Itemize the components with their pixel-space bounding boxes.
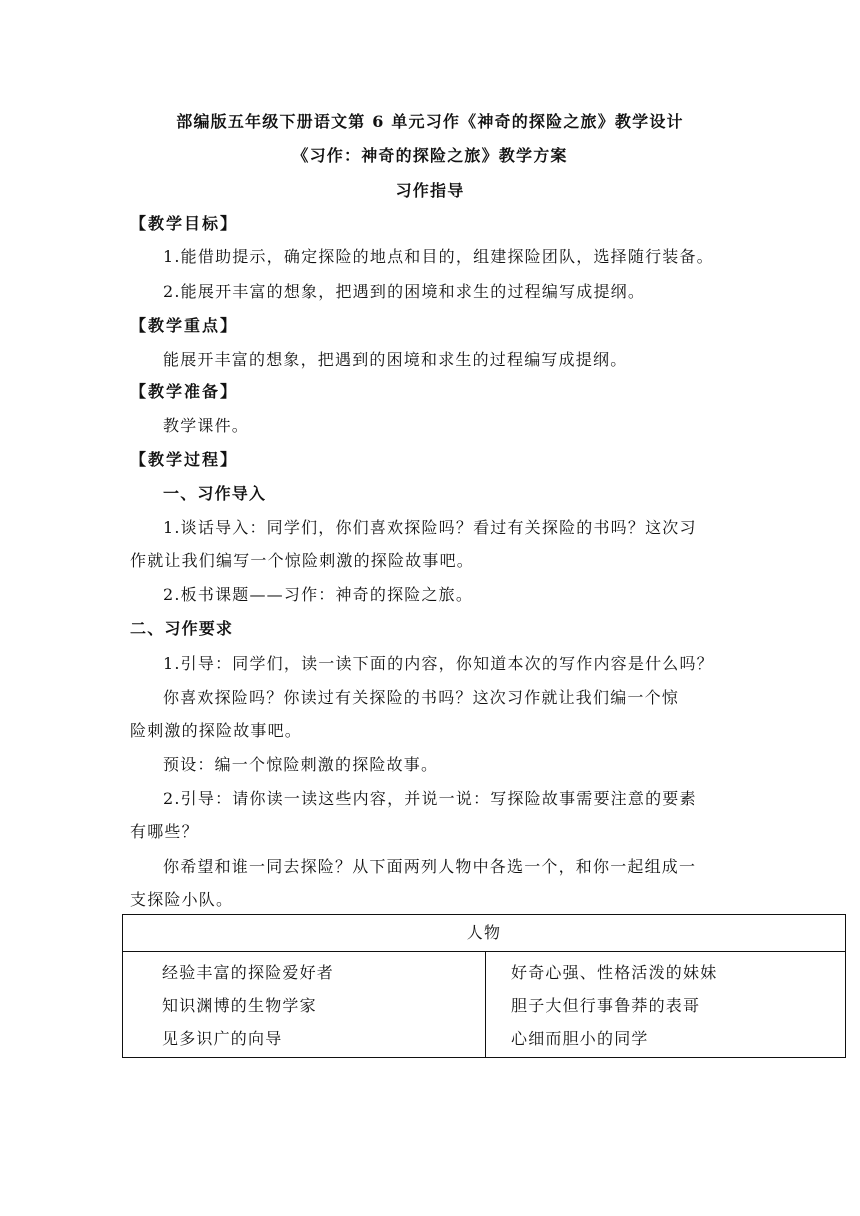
part1-para2: 2.板书课题——习作：神奇的探险之旅。 xyxy=(163,585,474,604)
part1-title: 一、习作导入 xyxy=(163,484,267,503)
part2-quote-line1: 你喜欢探险吗？你读过有关探险的书吗？这次习作就让我们编一个惊 xyxy=(163,688,680,707)
right-character-2: 胆子大但行事鲁莽的表哥 xyxy=(511,996,701,1015)
part2-para3-line1: 你希望和谁一同去探险？从下面两列人物中各选一个，和你一起组成一 xyxy=(163,857,697,876)
part2-para1: 1.引导：同学们，读一读下面的内容，你知道本次的写作内容是什么吗？ xyxy=(163,654,714,673)
part2-quote-line2: 险刺激的探险故事吧。 xyxy=(130,721,303,740)
document-subtitle: 《习作：神奇的探险之旅》教学方案 xyxy=(292,146,568,165)
focus-text: 能展开丰富的想象，把遇到的困境和求生的过程编写成提纲。 xyxy=(163,350,628,369)
document-title: 部编版五年级下册语文第 6 单元习作《神奇的探险之旅》教学设计 xyxy=(176,112,684,131)
right-character-1: 好奇心强、性格活泼的妹妹 xyxy=(511,963,718,982)
right-column-cell xyxy=(486,952,846,1058)
goal-item-1: 1.能借助提示，确定探险的地点和目的，组建探险团队，选择随行装备。 xyxy=(163,247,714,266)
process-heading: 【教学过程】 xyxy=(130,450,239,469)
left-character-1: 经验丰富的探险爱好者 xyxy=(162,963,335,982)
characters-table xyxy=(122,914,846,1058)
part2-title: 二、习作要求 xyxy=(130,619,234,638)
table-header-row xyxy=(123,915,846,952)
part2-preset: 预设：编一个惊险刺激的探险故事。 xyxy=(163,755,439,774)
part1-para1-line1: 1.谈话导入：同学们，你们喜欢探险吗？看过有关探险的书吗？这次习 xyxy=(163,518,697,537)
left-character-3: 见多识广的向导 xyxy=(162,1029,283,1048)
table-header-cell: 人物 xyxy=(123,915,846,952)
table-row xyxy=(123,952,846,1058)
right-character-3: 心细而胆小的同学 xyxy=(511,1029,649,1048)
left-character-2: 知识渊博的生物学家 xyxy=(162,996,317,1015)
focus-heading: 【教学重点】 xyxy=(130,316,239,335)
part2-para2-line1: 2.引导：请你读一读这些内容，并说一说：写探险故事需要注意的要素 xyxy=(163,789,697,808)
section-title: 习作指导 xyxy=(395,181,465,200)
part2-para3-line2: 支探险小队。 xyxy=(130,890,234,909)
left-column-cell xyxy=(123,952,486,1058)
part2-para2-line2: 有哪些？ xyxy=(130,822,199,841)
goal-item-2: 2.能展开丰富的想象，把遇到的困境和求生的过程编写成提纲。 xyxy=(163,282,646,301)
part1-para1-line2: 作就让我们编写一个惊险刺激的探险故事吧。 xyxy=(130,551,475,570)
prep-text: 教学课件。 xyxy=(163,416,250,435)
goals-heading: 【教学目标】 xyxy=(130,214,239,233)
prep-heading: 【教学准备】 xyxy=(130,382,239,401)
